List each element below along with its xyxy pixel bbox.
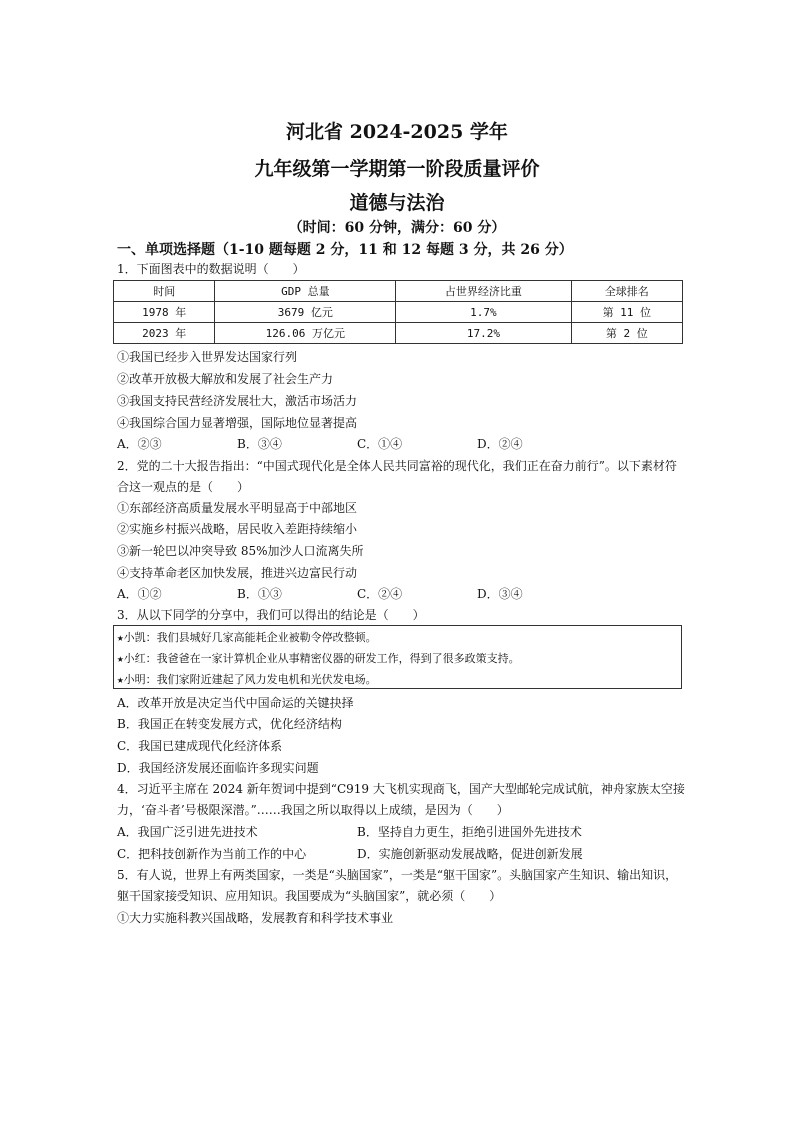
- option-b[interactable]: B．我国正在转变发展方式，优化经济结构: [117, 717, 342, 731]
- q5-stem-line1: 5．有人说，世界上有两类国家，一类是“头脑国家”，一类是“躯干国家”。头脑国家产生知识、输出知识，: [117, 868, 678, 882]
- q4-options-row1: [117, 824, 687, 840]
- table-row: [114, 302, 683, 323]
- exam-subject: 道德与法治: [349, 192, 445, 214]
- q5-stem-line2: 躯干国家接受知识、应用知识。我国要成为“头脑国家”，就必须（ ）: [117, 889, 502, 903]
- q1-data-table: [113, 280, 683, 344]
- option-d[interactable]: D．②④: [477, 437, 523, 451]
- q4-stem-line1: 4．习近平主席在 2024 新年贺词中提到“C919 大飞机实现商飞，国产大型邮轮完成试航，神舟家族太空接: [117, 782, 685, 796]
- q2-item: ④支持革命老区加快发展，推进兴边富民行动: [117, 566, 358, 580]
- option-c[interactable]: C．①④: [357, 437, 403, 451]
- q2-item: ②实施乡村振兴战略，居民收入差距持续缩小: [117, 522, 358, 536]
- table-cell: 1.7%: [396, 302, 571, 323]
- q5-item: ①大力实施科教兴国战略，发展教育和科学技术事业: [117, 911, 394, 925]
- section-heading: 一、单项选择题（1-10 题每题 2 分，11 和 12 每题 3 分，共 26 分）: [117, 242, 573, 258]
- option-a[interactable]: A．①②: [117, 587, 162, 601]
- option-c[interactable]: C．②④: [357, 587, 403, 601]
- q1-item: ④我国综合国力显著增强，国际地位显著提高: [117, 416, 358, 430]
- q2-options: [117, 586, 687, 602]
- q2-stem-line1: 2．党的二十大报告指出：“中国式现代化是全体人民共同富裕的现代化，我们正在奋力前行”。以下素材符: [117, 459, 677, 473]
- option-c[interactable]: C．把科技创新作为当前工作的中心: [117, 847, 307, 861]
- table-cell: 第 2 位: [571, 323, 682, 344]
- table-cell: 17.2%: [396, 323, 571, 344]
- table-header-cell: GDP 总量: [215, 281, 396, 302]
- option-c[interactable]: C．我国已建成现代化经济体系: [117, 739, 283, 753]
- q1-item: ①我国已经步入世界发达国家行列: [117, 350, 298, 364]
- table-row: [114, 323, 683, 344]
- option-d[interactable]: D．我国经济发展还面临许多现实问题: [117, 761, 319, 775]
- q2-item: ③新一轮巴以冲突导致 85%加沙人口流离失所: [117, 544, 364, 558]
- option-b[interactable]: B．①③: [237, 587, 282, 601]
- exam-time-score: （时间：60 分钟，满分：60 分）: [288, 220, 506, 236]
- exam-province-year: 河北省 2024-2025 学年: [286, 121, 508, 143]
- table-header-cell: 时间: [114, 281, 215, 302]
- q1-item: ②改革开放极大解放和发展了社会生产力: [117, 372, 334, 386]
- option-a[interactable]: A．改革开放是决定当代中国命运的关键抉择: [117, 696, 354, 710]
- table-cell: 第 11 位: [571, 302, 682, 323]
- table-header-row: [114, 281, 683, 302]
- table-header-cell: 全球排名: [571, 281, 682, 302]
- table-header-cell: 占世界经济比重: [396, 281, 571, 302]
- quote-line: ★小凯：我们县城好几家高能耗企业被勒令停改整顿。: [117, 631, 377, 644]
- table-cell: 2023 年: [114, 323, 215, 344]
- option-a[interactable]: A．②③: [117, 437, 162, 451]
- table-cell: 3679 亿元: [215, 302, 396, 323]
- q2-stem-line2: 合这一观点的是（ ）: [117, 480, 250, 494]
- table-cell: 1978 年: [114, 302, 215, 323]
- option-a[interactable]: A．我国广泛引进先进技术: [117, 825, 258, 839]
- quote-line: ★小红：我爸爸在一家计算机企业从事精密仪器的研发工作，得到了很多政策支持。: [117, 652, 520, 665]
- quote-line: ★小明：我们家附近建起了风力发电机和光伏发电场。: [117, 673, 377, 686]
- option-d[interactable]: D．③④: [477, 587, 523, 601]
- q2-item: ①东部经济高质量发展水平明显高于中部地区: [117, 501, 358, 515]
- q4-options-row2: [117, 846, 687, 862]
- option-b[interactable]: B．③④: [237, 437, 282, 451]
- q1-options: [117, 436, 687, 452]
- q3-stem: 3．从以下同学的分享中，我们可以得出的结论是（ ）: [117, 608, 425, 622]
- exam-title: 九年级第一学期第一阶段质量评价: [254, 158, 540, 180]
- table-cell: 126.06 万亿元: [215, 323, 396, 344]
- q4-stem-line2: 力，‘奋斗者’号极限深潜。”……我国之所以取得以上成绩，是因为（ ）: [117, 803, 509, 817]
- q1-item: ③我国支持民营经济发展壮大，激活市场活力: [117, 394, 358, 408]
- option-d[interactable]: D．实施创新驱动发展战略，促进创新发展: [357, 847, 583, 861]
- q1-stem: 1．下面图表中的数据说明（ ）: [117, 262, 305, 276]
- option-b[interactable]: B．坚持自力更生，拒绝引进国外先进技术: [357, 825, 582, 839]
- q3-quote-box: [113, 625, 682, 689]
